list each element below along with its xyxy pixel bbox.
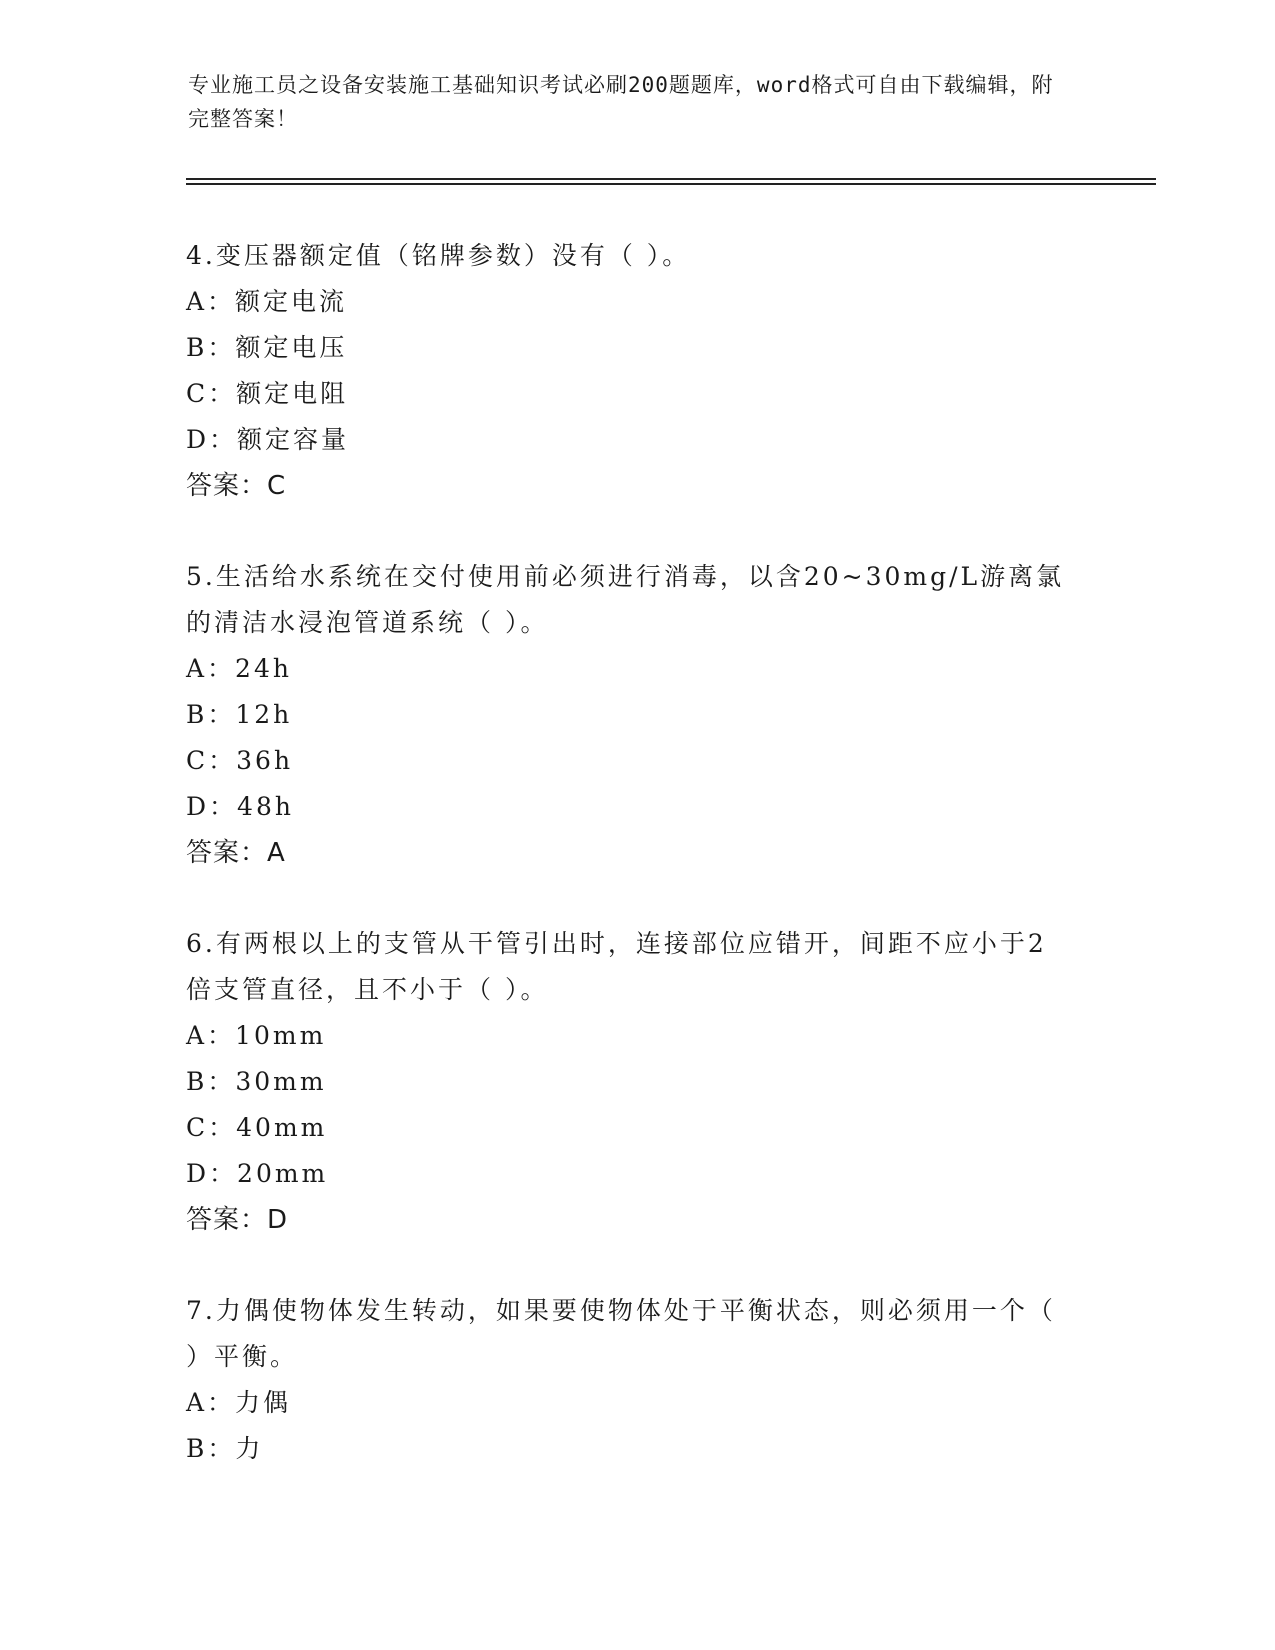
question-5 (186, 554, 1066, 876)
option-a: A：10mm (186, 1021, 327, 1050)
option-c: C：36h (186, 746, 294, 775)
option-a: A：力偶 (186, 1388, 292, 1417)
option-c: C：40mm (186, 1113, 328, 1142)
answer-line: 答案：A (186, 838, 286, 868)
header-divider-bottom (186, 183, 1156, 185)
question-text: 6.有两根以上的支管从干管引出时，连接部位应错开，间距不应小于2倍支管直径，且不小于（ ）。 (186, 929, 1047, 1004)
option-b: B：12h (186, 700, 293, 729)
document-title: 专业施工员之设备安装施工基础知识考试必刷200题题库，word格式可自由下载编辑，附完整答案！ (188, 73, 1054, 131)
answer-line: 答案：D (186, 1205, 289, 1235)
option-b: B：30mm (186, 1067, 327, 1096)
option-d: D：20mm (186, 1159, 329, 1188)
question-4 (186, 233, 1066, 509)
option-a: A：额定电流 (186, 287, 348, 316)
question-text: 4.变压器额定值（铭牌参数）没有（ ）。 (186, 241, 691, 270)
question-6 (186, 921, 1066, 1243)
question-7 (186, 1288, 1066, 1472)
option-b: B：力 (186, 1434, 264, 1463)
answer-line: 答案：C (186, 471, 287, 501)
option-d: D：额定容量 (186, 425, 350, 454)
option-c: C：额定电阻 (186, 379, 349, 408)
question-text: 5.生活给水系统在交付使用前必须进行消毒，以含20~30mg/L游离氯的清洁水浸泡管道系统（ ）。 (186, 562, 1065, 637)
question-text: 7.力偶使物体发生转动，如果要使物体处于平衡状态，则必须用一个（ ）平衡。 (186, 1296, 1056, 1371)
option-d: D：48h (186, 792, 294, 821)
question-list (186, 233, 1066, 1517)
header-divider-top (186, 178, 1156, 180)
option-a: A：24h (186, 654, 292, 683)
option-b: B：额定电压 (186, 333, 348, 362)
